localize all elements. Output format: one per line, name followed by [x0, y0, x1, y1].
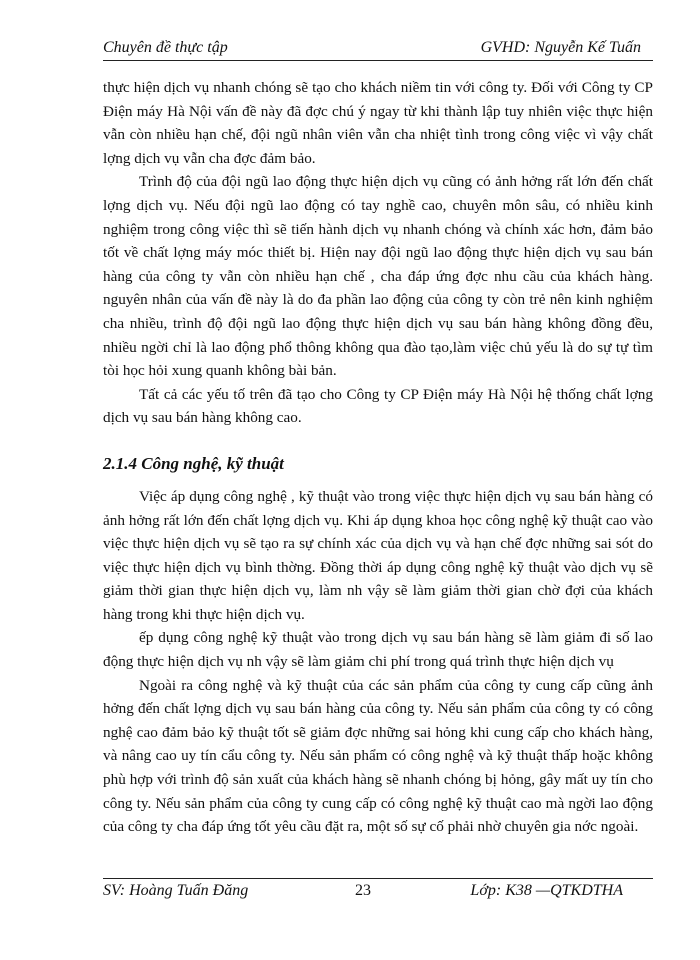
page-number: 23 [355, 882, 371, 899]
header-topic: Chuyên đề thực tập [103, 39, 228, 56]
paragraph-4: Việc áp dụng công nghệ , kỹ thuật vào trong việc thực hiện dịch vụ sau bán hàng có ảnh hởng rất lớn đến chất lợng dịch vụ. Khi áp dụng khoa học công nghệ kỹ thuật cao vào việc thực hiện dịch vụ sẽ tạo ra sự chính xác của dịch vụ và hạn chế đợc những sai sót do việc thực hiện dịch vụ bình thờng. Đồng thời áp dụng công nghệ kỹ thuật vào dịch vụ sẽ giảm thời gian thực hiện dịch vụ, làm nh vậy sẽ làm giảm thời gian chờ đợi của khách hàng trong khi thực hiện dịch vụ. [103, 487, 653, 623]
section-heading: 2.1.4 Công nghệ, kỹ thuật [103, 453, 284, 473]
paragraph-6: Ngoài ra công nghệ và kỹ thuật của các sản phẩm của công ty cung cấp cũng ảnh hởng đến chất lợng dịch vụ sau bán hàng của công ty. Nếu sản phẩm của công ty có công nghệ cao đảm bảo kỹ thuật tốt sẽ giảm đợc những sai hỏng khi cung cấp cho khách hàng, và nâng cao uy tín cẩu công ty. Nếu sản phẩm có công nghệ và kỹ thuật thấp hoặc không phù hợp với trình độ sản xuất của khách hàng sẽ nhanh chóng bị hỏng, gây mất uy tín cho công ty. Nếu sản phẩm của công ty cung cấp có công nghệ kỹ thuật cao mà ngời lao động của công ty cha đáp ứng tốt yêu cầu đặt ra, một số sự cố phải nhờ chuyên gia nớc ngoài. [103, 676, 653, 836]
paragraph-3: Tất cả các yếu tố trên đã tạo cho Công ty CP Điện máy Hà Nội hệ thống chất lợng dịch vụ sau bán hàng không cao. [103, 385, 653, 427]
paragraph-2: Trình độ của đội ngũ lao động thực hiện dịch vụ cũng có ảnh hởng rất lớn đến chất lợng dịch vụ. Nếu đội ngũ lao động có tay nghề cao, chuyên môn sâu, có nhiều kinh nghiệm trong công việc thì sẽ tiến hành dịch vụ nhanh chóng và chính xác hơn, đảm bảo tốt về chất lợng máy móc thiết bị. Hiện nay đội ngũ lao động thực hiện dịch vụ sau bán hàng của công ty vẫn còn nhiều hạn chế , cha đáp ứng đợc nhu cầu của khách hàng. nguyên nhân của vấn đề này là do đa phần lao động của công ty còn trẻ nên kinh nghiệm cha nhiều, trình độ đội ngũ lao động thực hiện dịch vụ sau bán hàng không đồng đều, nhiều ngời chỉ là lao động phổ thông không qua đào tạo,làm việc chủ yếu là do sự tự tìm tòi học hỏi xung quanh không bài bản. [103, 173, 653, 380]
footer-class: Lớp: K38 —QTKDTHA [470, 882, 623, 899]
page-footer [103, 878, 653, 905]
paragraph-1: thực hiện dịch vụ nhanh chóng sẽ tạo cho khách niềm tin với công ty. Đối với Công ty CP Điện máy Hà Nội vấn đề này đã đợc chú ý ngay từ khi thành lập tuy nhiên việc thực hiện vẫn còn nhiều hạn chế, đội ngũ nhân viên vẫn cha nhiệt tình trong công việc vì vậy chất lợng dịch vụ vẫn cha đợc đảm bảo. [103, 79, 653, 167]
header-advisor: GVHD: Nguyễn Kế Tuấn [480, 39, 641, 56]
page-header [103, 36, 653, 61]
footer-student: SV: Hoàng Tuấn Đăng [103, 882, 249, 899]
paragraph-5: ếp dụng công nghệ kỹ thuật vào trong dịch vụ sau bán hàng sẽ làm giảm đi số lao động thực hiện dịch vụ nh vậy sẽ làm giảm chi phí trong quá trình thực hiện dịch vụ [103, 629, 653, 671]
page-content [103, 76, 653, 839]
